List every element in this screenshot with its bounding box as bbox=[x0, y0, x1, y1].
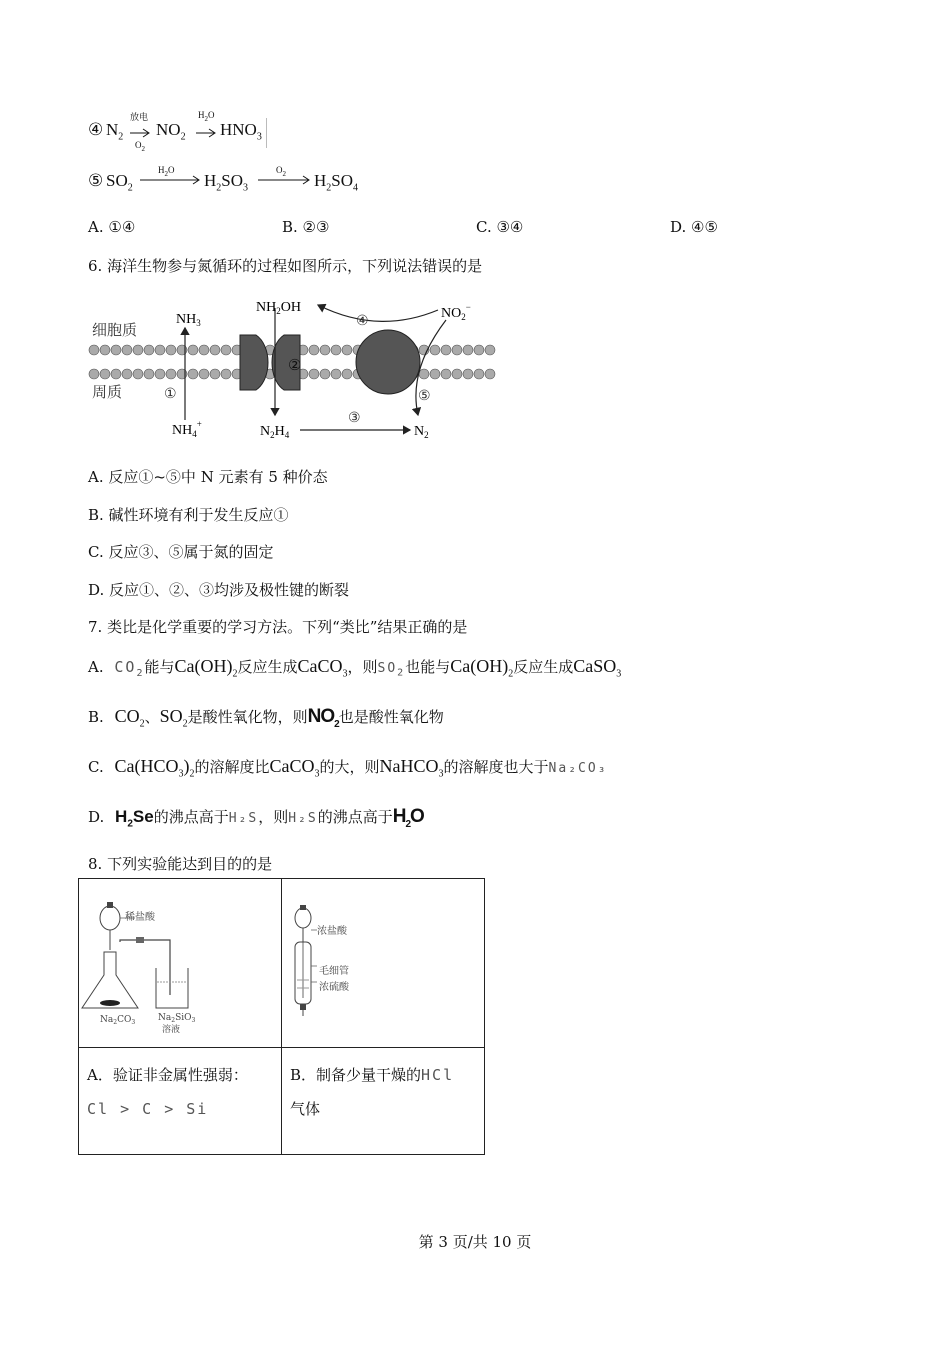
lipid-bead bbox=[452, 369, 462, 379]
formula-h2so4: $H_2SO_4$ bbox=[314, 171, 359, 194]
lipid-bead bbox=[474, 345, 484, 355]
lipid-bead bbox=[331, 369, 341, 379]
lipid-bead bbox=[320, 369, 330, 379]
q8-figure-a-cell bbox=[79, 879, 282, 1048]
lipid-bead bbox=[111, 369, 121, 379]
lipid-bead bbox=[188, 345, 198, 355]
divider bbox=[266, 118, 267, 148]
funnel-icon bbox=[295, 908, 311, 928]
arrow-condition-o2: $O_2$ bbox=[135, 140, 145, 153]
label-step-2: ② bbox=[288, 356, 302, 374]
lipid-bead bbox=[485, 345, 495, 355]
q8-stem: 8. 下列实验能达到目的的是 bbox=[88, 855, 273, 873]
formula-so2: $SO_2$ bbox=[106, 171, 133, 194]
lipid-bead bbox=[133, 369, 143, 379]
lipid-bead bbox=[188, 369, 198, 379]
q8-option-a-formula: Cl > C > Si bbox=[87, 1100, 209, 1118]
lipid-bead bbox=[122, 345, 132, 355]
long-arrow-icon bbox=[258, 175, 312, 185]
q7-option-c: C. $Ca(HCO_3)_2$的溶解度比CaCO$_3$的大，则NaHCO$_3$的溶解度也大于Na₂CO₃ bbox=[88, 756, 608, 780]
q5-option-d: D. ④⑤ bbox=[670, 218, 718, 236]
delivery-tube bbox=[120, 940, 170, 995]
q5-option-c: C. ③④ bbox=[476, 218, 524, 236]
q6-stem: 6. 海洋生物参与氮循环的过程如图所示，下列说法错误的是 bbox=[88, 257, 483, 275]
label-nh2oh: $NH_2OH$ bbox=[256, 300, 301, 316]
lipid-bead bbox=[199, 345, 209, 355]
q5-option-a: A. ①④ bbox=[88, 218, 136, 236]
reaction-5-label: ⑤ bbox=[88, 171, 104, 190]
label-step-4: ④ bbox=[356, 313, 369, 329]
label-na2co3: $Na_2CO_3$ bbox=[100, 1015, 136, 1026]
q6-option-d: D. 反应①、②、③均涉及极性键的断裂 bbox=[88, 581, 350, 599]
q8-option-b-text-2: 气体 bbox=[290, 1100, 321, 1118]
label-conc-h2so4: 浓硫酸 bbox=[319, 982, 349, 993]
page-footer: 第 3 页/共 10 页 bbox=[418, 1233, 532, 1251]
arrow-condition-o2: $O_2$ bbox=[276, 165, 286, 178]
formula-hno3: $HNO_3$ bbox=[220, 120, 262, 143]
label-periplasm: 周质 bbox=[92, 383, 123, 401]
label-n2h4: $N_2H_4$ bbox=[260, 424, 290, 440]
q8-option-b-cell bbox=[282, 1048, 485, 1155]
q6-option-a: A. 反应①~⑤中 N 元素有 5 种价态 bbox=[88, 468, 328, 486]
lipid-bead bbox=[463, 345, 473, 355]
q8-option-b-text: B．制备少量干燥的HCl bbox=[290, 1066, 455, 1084]
lipid-bead bbox=[166, 369, 176, 379]
lipid-bead bbox=[89, 345, 99, 355]
q7-option-b: B. $CO_2$、$SO_2$是酸性氧化物，则$NO_2$也是酸性氧化物 bbox=[88, 706, 444, 730]
lipid-bead bbox=[155, 369, 165, 379]
arrow-condition-h2o: $H_2O$ bbox=[158, 165, 175, 178]
lipid-bead bbox=[144, 345, 154, 355]
nitrogen-cycle-diagram bbox=[88, 290, 498, 450]
label-na2sio3: $Na_2SiO_3$ bbox=[158, 1013, 196, 1024]
arrow-4 bbox=[318, 305, 438, 321]
lipid-bead bbox=[133, 345, 143, 355]
lipid-bead bbox=[463, 369, 473, 379]
q7-option-d: D. $H_2Se$的沸点高于H₂S，则H₂S的沸点高于$H_2O$ bbox=[88, 806, 424, 830]
funnel-icon bbox=[100, 906, 120, 930]
label-nh3: $NH_3$ bbox=[176, 312, 201, 328]
q8-figure-b-cell bbox=[282, 879, 485, 1048]
label-cytoplasm: 细胞质 bbox=[92, 321, 138, 339]
lipid-bead bbox=[210, 345, 220, 355]
q8-option-a-cell bbox=[79, 1048, 282, 1155]
arrow-condition-h2o: $H_2O$ bbox=[198, 110, 215, 123]
label-capillary: 毛细管 bbox=[319, 966, 349, 977]
lipid-bead bbox=[441, 345, 451, 355]
label-step-3: ③ bbox=[348, 410, 361, 426]
lipid-bead bbox=[430, 369, 440, 379]
lipid-bead bbox=[419, 369, 429, 379]
q6-option-b: B. 碱性环境有利于发生反应① bbox=[88, 506, 289, 524]
apparatus-a bbox=[80, 880, 280, 1042]
conical-flask-icon bbox=[82, 952, 138, 1008]
lipid-bead bbox=[166, 345, 176, 355]
lipid-bead bbox=[111, 345, 121, 355]
lipid-bead bbox=[122, 369, 132, 379]
lipid-bead bbox=[452, 345, 462, 355]
arrow-condition-discharge: 放电 bbox=[130, 112, 149, 122]
lipid-bead bbox=[474, 369, 484, 379]
label-conc-hcl: 浓盐酸 bbox=[317, 926, 347, 937]
lipid-bead bbox=[210, 369, 220, 379]
lipid-bead bbox=[309, 345, 319, 355]
q5-option-b: B. ②③ bbox=[282, 218, 330, 236]
label-no2-minus: $NO_2^-$ bbox=[441, 302, 471, 322]
label-nh4: $NH_4^+$ bbox=[172, 419, 202, 439]
lipid-bead bbox=[441, 369, 451, 379]
lipid-bead bbox=[331, 345, 341, 355]
lipid-bead bbox=[100, 345, 110, 355]
lipid-bead bbox=[309, 369, 319, 379]
long-arrow-icon bbox=[140, 175, 202, 185]
label-solution: 溶液 bbox=[162, 1025, 181, 1035]
formula-n2: $N_2$ bbox=[106, 120, 124, 143]
label-step-5: ⑤ bbox=[418, 388, 431, 404]
formula-h2so3: $H_2SO_3$ bbox=[204, 171, 249, 194]
lipid-bead bbox=[320, 345, 330, 355]
lipid-bead bbox=[221, 345, 231, 355]
label-dilute-hcl: 稀盐酸 bbox=[125, 912, 155, 923]
channel-protein-left bbox=[240, 335, 268, 390]
apparatus-b bbox=[283, 880, 483, 1042]
formula-no2: $NO_2$ bbox=[156, 120, 186, 143]
reaction-4-label: ④ bbox=[88, 120, 104, 139]
lipid-bead bbox=[199, 369, 209, 379]
enzyme-protein bbox=[356, 330, 420, 394]
q7-stem: 7. 类比是化学重要的学习方法。下列“类比”结果正确的是 bbox=[88, 618, 468, 636]
lipid-bead bbox=[342, 369, 352, 379]
lipid-bead bbox=[221, 369, 231, 379]
lipid-bead bbox=[155, 345, 165, 355]
lipid-bead bbox=[89, 369, 99, 379]
arrow-icon bbox=[130, 128, 152, 138]
lipid-bead bbox=[430, 345, 440, 355]
beaker-icon bbox=[156, 968, 188, 1008]
q6-option-c: C. 反应③、⑤属于氮的固定 bbox=[88, 543, 274, 561]
lipid-bead bbox=[100, 369, 110, 379]
lipid-bead bbox=[485, 369, 495, 379]
q7-option-a: A. $CO_2$能与$Ca(OH)_2$反应生成CaCO$_3$，则$SO_2$也能与$Ca(OH)_2$反应生成CaSO$_3$ bbox=[88, 656, 622, 680]
lipid-bead bbox=[144, 369, 154, 379]
label-step-1: ① bbox=[164, 386, 177, 402]
q8-table bbox=[78, 878, 485, 1155]
q8-option-a-text: A．验证非金属性强弱： bbox=[87, 1066, 248, 1084]
lipid-bead bbox=[342, 345, 352, 355]
label-n2: $N_2$ bbox=[414, 424, 429, 440]
arrow-icon bbox=[196, 128, 218, 138]
